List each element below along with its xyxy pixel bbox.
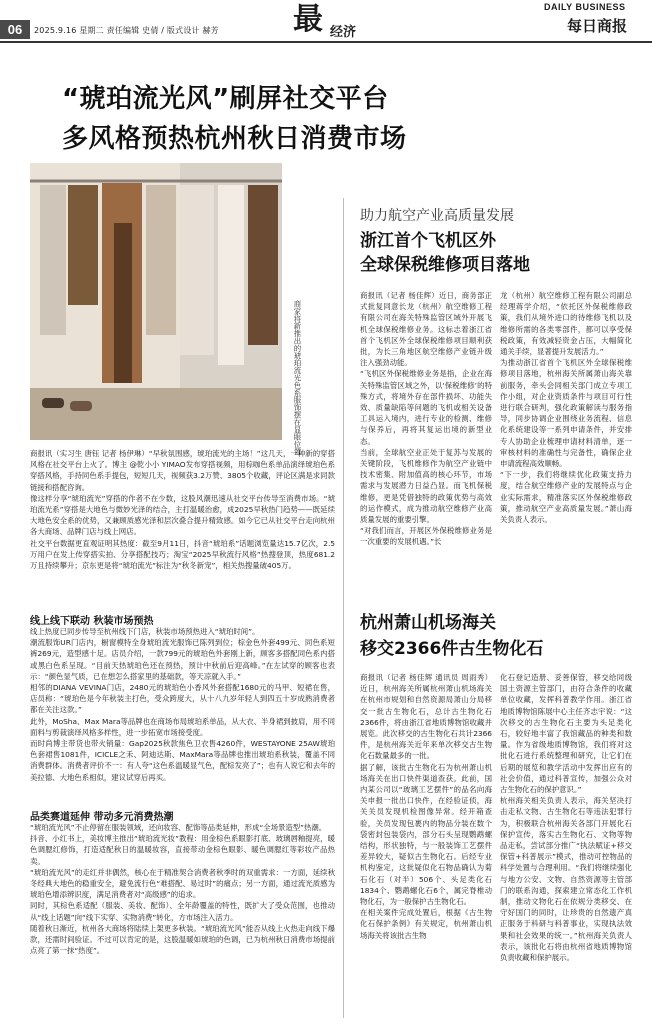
side-story2-col2: 化石登记造册、妥善保管，移交给同级国土资源主管部门，由符合条件的收藏单位收藏，发挥科普教学作用。浙江省地质博物馆陈展中心主任齐志宇说：“这次移交的古生物化石主要为头足类化石，较好地丰富了我馆藏品的种类和数量。作为省级地质博物馆，我们将对这批化石进行系统整理和研究，让它们在后期的展览和教学活动中发挥出应有的社会价值，通过科普宣传，加强公众对古生物化石的保护意识。” 杭州海关相关负责人表示，海关坚决打击走私文物、古生物化石等违法犯罪行为，积极联合杭州海关各部门开展化石保护宣传，落实古生物化石、文物等物品走私，尝试部分推广“执法赋证+移交保管+科普展示”模式，推动可控物品的科学处置与合理利用。“我们将继续强化与地方公安、文物、自然资源等主管部门的联系沟通，探索建立常态化工作机制，推动文物化石在依规分类移交、在守好国门的同时，让珍贵的自然遗产真正服务于科研与科普事业，实现执法效果和社会效果的统一。”杭州海关负责人表示，该批化石将由杭州省地质博物馆负责收藏和保护展示。	[500, 673, 632, 963]
masthead-rule	[0, 41, 652, 43]
main-headline-line1: “琥珀流光风”刷屏社交平台	[62, 84, 389, 114]
page-number: 06	[0, 20, 30, 39]
side-story1-headline-line2: 全球保税维修项目落地	[360, 255, 530, 275]
side-story1-kicker: 助力航空产业高质量发展	[360, 208, 514, 224]
photo-illustration	[30, 163, 282, 440]
section-logo: 最	[293, 2, 323, 37]
dateline: 2025.9.16 星期二 责任编辑 史倩 / 版式设计 赫芳	[34, 26, 219, 35]
section2-body: “琥珀流光风”不止停留在服装领域，还向妆容、配饰等品类延伸，形成“全场景造型”热潮。 抖音、小红书上，美妆博主推出“琥珀流光妆”教程：用金棕色系眼影打底、玻璃唇釉提亮，暖色调腮红修饰，打造适配秋日的温暖妆容，直接带动金棕色眼影、暖色调腮红等彩妆产品热卖。 “琥珀流光风”的走红并非偶然，核心在于精准契合消费者秋季时的双重需求：一方面，延续秋冬经典大地色的稳重安全，避免流行色“难搭配、易过时”的痛点；另一方面，通过流光质感为琥珀色增添辨识度，满足消费者对“高级感”的追求。 同时，其棕色系适配（服装、美妆、配饰）、全年龄覆盖的特性，既扩大了受众范围，也推动从“线上话题”向“线下实穿、实物消费”转化，方市场注入活力。 随着秋日渐近，杭州各大商场将陆续上架更多秋装。“琥珀流光风”能否从线上火热走向线下爆款，还需时间验证。不过可以肯定的是，这股温暖如琥珀的色调，已为杭州秋日消费市场提前点亮了第一抹“热度”。	[30, 823, 335, 956]
main-story-intro: 商报讯（实习生 唐钰 记者 杨伊琳）“早秋氛围感，琥珀流光的主场！”这几天，一种新的穿搭风格在社交平台上火了。博主 @乾小小 YIMAO发布穿搭视频，用棕咖色系单品演绎琥珀色系穿搭风格，手持同色系手提包，短短几天，视频获3.2万赞、3805个收藏，评论区满是求同款链接和搭配咨询。 像这样分享“琥珀流光”穿搭的作者不在少数，这股风潮迅速从社交平台传导至消费市场。“琥珀流光系”穿搭是大地色与微妙光泽的结合，主打温暖治愈，成2025早秋热门趋势——既延续大地色安全系的优势，又兼顾质感光泽和层次叠合提升精致感。如今它已从社交平台走向杭州各大商场、品牌门店与线上网店。 社交平台数据更直观证明其热度：截至9月11日，抖音“琥珀系”话题浏览量达15.7亿次，2.5万用户在发上传穿搭实拍、分享搭配技巧；淘宝“2025早秋流行风格”热搜登顶，热度681.2万且持续攀升；京东更是将“琥珀流光”标注为“秋冬新宠”，相关热搜量破405万。	[30, 449, 335, 571]
section2-title: 品类赛道延伸 带动多元消费热潮	[30, 812, 174, 823]
section1-body: 线上热度已同步传导至杭州线下门店，秋装市场预热进入“琥珀时间”。 潮流服饰UR门店内，橱窗模特全身琥珀流光服饰已陈列到位；棕金色外套499元、同色系短裤269元，造型感十足。店员介绍，一款799元的琥珀色外套刚上新，顾客多搭配同色系内搭或黑白色系呈现。“目前天热琥珀色还在预热，预计中秋前后迎高峰。”在左试穿的顾客也表示：“颜色显气质，已在想怎么搭家里的基础款，等天凉就入手。” 相邻的DIANA VEVINA门店，2480元的琥珀色小香风外套搭配1680元的马甲、短裙在售，店员称：“琥珀色是今年秋装主打色，受众跨度大，从十八九岁年轻人到四五十岁成熟消费者都在关注这款。” 此外，MoSha、Max Mara等品牌也在商场布局琥珀系单品，从大衣、半身裙到披肩，用不同面料与剪裁演绎风格多样性，进一步拓宽市场接受度。 而时尚博主带货也带火销量：Gap2025秋款焦色卫衣售4260件，WESTAYONE 25AW琥珀色套裙售1081件，ICICLE之禾、阿迪达斯、MaxMara等品牌也推出琥珀系秋装，覆盖不同消费群体。消费者评价不一：有人夸“这色系温暖显气色，配棕发亮了”；也有人说它和去年的美拉德、大地色系相似，建议试穿后再买。	[30, 627, 335, 782]
section1-title: 线上线下联动 秋装市场预热	[30, 616, 154, 627]
paper-name-cn: 每日商报	[567, 17, 628, 35]
side-story1-headline-line1: 浙江首个飞机区外	[360, 231, 496, 251]
main-headline-line2: 多风格预热杭州秋日消费市场	[62, 124, 407, 154]
clothing-rack-photo	[30, 163, 282, 440]
side-story2-headline-line2: 移交2366件古生物化石	[360, 639, 544, 659]
side-story1-col2: 龙（杭州）航空维修工程有限公司副总经理蒋学介绍，“依托区外保税维修政策，我们从境外进口的待维修飞机以及维修所需的各类零部件，都可以享受保税政策，有效减轻资金占压，大幅简化通关手续，显著提升发展活力。” 为推动浙江省首个飞机区外全球保税维修项目落地，杭州海关所属萧山海关靠前服务，牵头会同相关部门成立专项工作小组，对企业资质条件与项目可行性进行联合研判，强化政策解读与服务指导，同步协调企业围绕业务流程、信息化系统建设等一系列申请条件，并安排专人协助企业梳理申请材料清单，逐一审核材料的准确性与完备性，确保企业申请流程高效顺畅。 “下一步，我们将继续优化政策支持力度，结合航空维修产业的发展特点与企业实际需求，精准落实区外保税维修政策，推动航空产业高质量发展。”萧山海关负责人表示。	[500, 291, 632, 525]
photo-caption: 商家将新推出的琥珀流光色系服饰摆在显眼位置	[293, 300, 302, 456]
section-name: 经济	[330, 25, 357, 40]
paper-name-en: DAILY BUSINESS	[544, 2, 626, 12]
side-story2-col1: 商报讯（记者 杨佳辉 通讯员 周雨秀）近日，杭州海关所属杭州萧山机场海关在杭州市规划和自然资源局萧山分局移交一批古生物化石，总计古生物化石2366件，将由浙江省地质博物馆收藏并展览。此次移交的古生物化石共计2366件，是杭州海关近年来单次移交古生物化石数量最多的一批。 据了解，该批古生物化石为杭州萧山机场海关在出口快件渠道查获。此前，国内某公司以“玻璃工艺摆件”的品名向海关申报一批出口快件，在经验证侦，海关关员发现机检图像异常。经开箱查验，关员发现包裹内的物品分装在数个袋密封包装袋内，部分石头呈现鹦鹉螺结构，形状独特，与一般装饰工艺摆件差异较大，疑似古生物化石。后经专业机构鉴定，这批疑似化石物品确认为菊石化石（对半）506个、头足类化石1834个、鹦鹉螺化石6个，属完脊椎动物化石，为一般保护古生物化石。 在相关案件完成处置后，根据《古生物化石保护条例》有关规定，杭州萧山机场海关将该批古生物	[360, 673, 492, 940]
side-story2-headline-line1: 杭州萧山机场海关	[360, 613, 496, 633]
side-story1-col1: 商报讯（记者 杨佳辉）近日，商务部正式批复同意长龙（杭州）航空维修工程有限公司在海关特殊监管区域外开展飞机全球保税维修业务。这标志着浙江省首个飞机区外全球保税维修项目顺利获批，为长三角地区航空维修产业链升级注入强劲动能。 “飞机区外保税维修业务是指，企业在海关特殊监管区域之外，以‘保税维修’的特殊方式，将境外存在部件损坏、功能失效、质量缺陷等问题的飞机或相关设备工具运入境内，进行专业的检测、维修与保养后，再将其复运出境的新型业态。 当前，全球航空业正处于复苏与发展的关键阶段，飞机维修作为航空产业链中技术密集、附加值高的核心环节，市场需求与发展潜力日益凸显。而飞机保税维修，更是凭借独特的政策优势与高效的运作模式，成为推动航空维修产业高质量发展的重要引擎。 “对我们而言，开展区外保税维修业务是一次重要的发展机遇。”长	[360, 291, 492, 547]
column-divider	[343, 198, 344, 1018]
